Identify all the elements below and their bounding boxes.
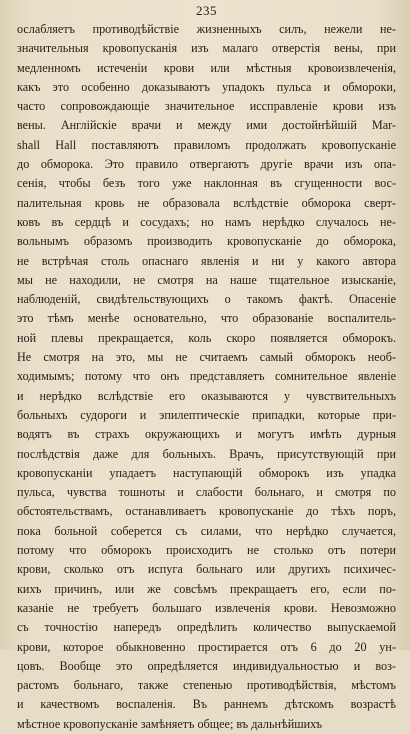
text-line: обстоятельствамъ, останавливаетъ кровопусканіе до тѣхъ поръ, [17,504,396,519]
text-line: мы не находили, не смотря на наше тщательное изысканіе, [17,272,396,287]
text-line: ковъ въ сердцѣ и сосудахъ; но намъ нерѣдко случалось не- [17,214,396,229]
text-line: вольнымъ образомъ производить кровопусканіе до обморока, [17,234,396,249]
text-line: съ точностію напередъ опредѣлить количество выпускаемой [17,620,396,635]
text-line: и нерѣдко вслѣдствіе его оказываются у чувствительныхъ [17,388,396,403]
text-line: кровопусканіи упадаетъ наступающій обморокъ изъ упадка [17,465,396,480]
text-line: сенія, чтобы безъ того уже наклонная въ сгущенности вос- [17,176,396,191]
text-line: крови, сколько отъ испуга больнаго или другихъ психичес- [17,562,396,577]
text-line: часто сопровождающіе значительное иссправленіе крови изъ [17,99,396,114]
text-line: потому что обморокъ происходитъ не столько отъ потери [17,543,396,558]
text-line: крови, которое обыкновенно простирается отъ 6 до 20 ун- [17,639,396,654]
text-line: медленномъ истеченіи крови или мѣстныя кровоизвлеченія, [17,60,396,75]
text-line: наблюденій, свидѣтельствующихъ о такомъ фактѣ. Опасеніе [17,292,396,307]
text-line: какъ это особенно доказываютъ упадокъ пульса и обмороки, [17,79,396,94]
text-line: послѣдствія даже для больныхъ. Врачъ, присутствующій при [17,446,396,461]
text-line: казаніе не требуетъ большаго извлеченія крови. Невозможно [17,600,396,615]
text-line: вены. Англійскіе врачи и между ими достойнѣйшій Mar- [17,118,396,133]
text-line: это тѣмъ менѣе основательно, что образованіе воспалитель- [17,311,396,326]
text-line: ходимымъ; потому что онъ представляетъ сомнительное явленіе [17,369,396,384]
text-line: Не смотря на это, мы не считаемъ самый обморокъ необ- [17,350,396,365]
text-line: растомъ больнаго, также степенью противодѣйствія, мѣстомъ [17,678,396,693]
text-line: не встрѣчая столь опаснаго явленія и ни у какого автора [17,253,396,268]
text-line: мѣстное кровопусканіе замѣняетъ общее; въ дальнѣйшихъ [17,716,323,731]
text-line: пульса, чувства тошноты и слабости больнаго, и смотря по [17,485,396,500]
text-line: до обморока. Это правило отвергаютъ другіе врачи изъ опа- [17,157,396,172]
text-line: ослабляетъ противодѣйствіе жизненныхъ силъ, нежели не- [17,22,396,36]
text-line: shall Hall поставляютъ правиломъ продолжать кровопусканіе [17,137,396,152]
text-line: больныхъ судороги и эпилептическіе припадки, которые при- [17,407,396,422]
text-line: и качествомъ воспаленія. Въ раннемъ дѣтскомъ возрастѣ [17,697,396,712]
text-line: пока больной соберется съ силами, что нерѣдко случается, [17,523,396,538]
text-line: цовъ. Вообще это опредѣляется индивидуальностью и воз- [17,658,396,673]
text-line: водятъ въ страхъ окружающихъ и могутъ имѣть дурныя [17,427,396,442]
text-line: палительная кровь не образовала вслѣдствіе обморока сверт- [17,195,396,210]
text-line: ной плевы прекращается, коль скоро появляется обморокъ. [17,330,396,345]
text-line: кихъ причинъ, или же совсѣмъ прекращаетъ его, если по- [17,581,396,596]
page-number: 235 [196,3,217,18]
body-text [17,20,396,734]
text-line: значительныя кровопусканія изъ малаго отверстія вены, при [17,41,396,56]
